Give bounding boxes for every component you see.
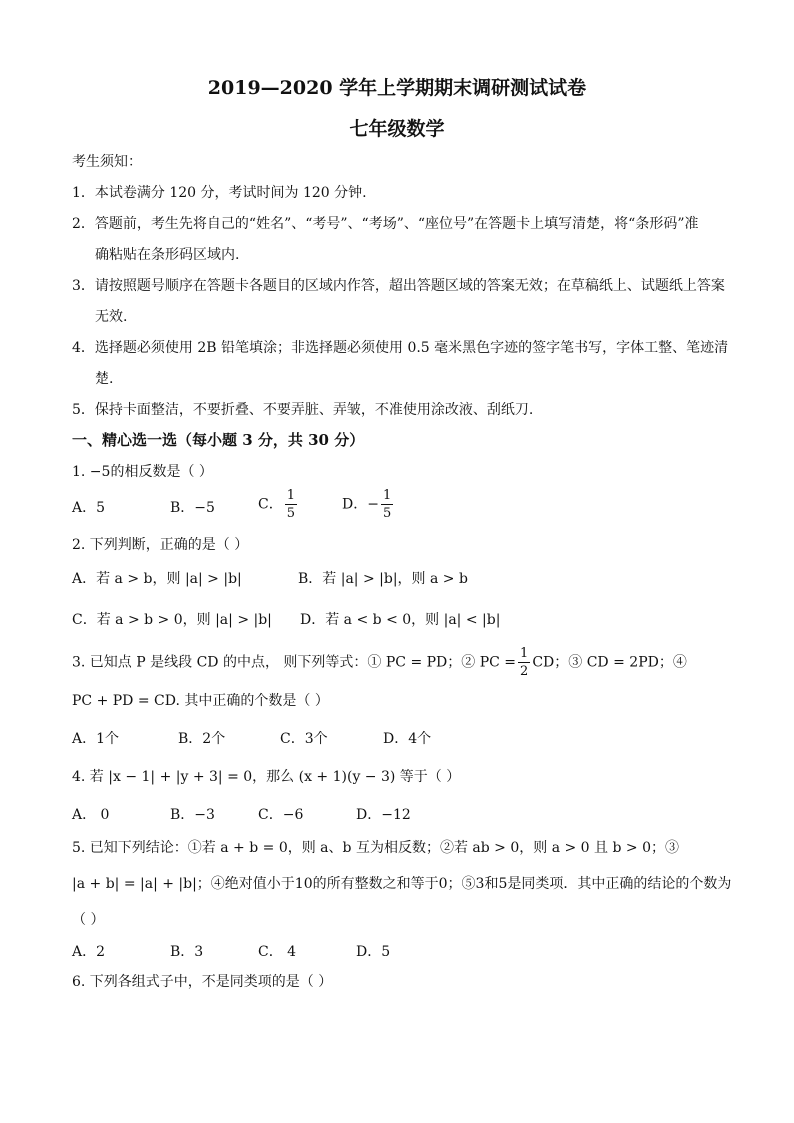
q1-option-a: A．5 — [72, 500, 106, 516]
q1-option-d — [342, 489, 395, 520]
q3-option-d: D．4个 — [383, 731, 432, 747]
q2-option-c: C．若 a > b > 0，则 |a| > |b| — [72, 612, 272, 628]
fraction-denominator: 5 — [382, 506, 392, 521]
q1-option-d-label: D．− — [342, 496, 379, 513]
question-5-stem-line3: （ ） — [72, 912, 105, 928]
question-2-stem: 2. 下列判断，正确的是（ ） — [72, 537, 249, 553]
page-title: 2019—2020 学年上学期期末调研测试试卷 — [207, 77, 587, 99]
notice-heading: 考生须知： — [72, 154, 142, 170]
q3-stem-post: CD；③ CD = 2PD；④ — [532, 654, 687, 671]
q3-option-c: C．3个 — [280, 731, 328, 747]
q5-option-a: A．2 — [72, 944, 106, 960]
q3-stem-pre: 3. 已知点 P 是线段 CD 的中点， 则下列等式：① PC = PD；② PC = — [72, 654, 517, 671]
q1-option-d-fraction — [381, 489, 393, 520]
q5-option-d: D．5 — [356, 944, 391, 960]
notice-item: 无效. — [95, 309, 128, 325]
q5-option-c: C． 4 — [258, 944, 297, 960]
q3-fraction — [518, 647, 530, 678]
q4-option-c: C．−6 — [258, 807, 304, 823]
q1-option-c-fraction — [285, 489, 297, 520]
q1-option-c — [258, 489, 299, 520]
fraction-denominator: 2 — [520, 664, 529, 679]
notice-item: 1．本试卷满分 120 分，考试时间为 120 分钟. — [72, 185, 367, 201]
notice-item: 2．答题前，考生先将自己的“姓名”、“考号”、“考场”、“座位号”在答题卡上填写清楚，将“条形码”准 — [72, 216, 699, 232]
notice-item: 3．请按照题号顺序在答题卡各题目的区域内作答，超出答题区域的答案无效；在草稿纸上、试题纸上答案 — [72, 278, 725, 294]
question-6-stem: 6. 下列各组式子中，不是同类项的是（ ） — [72, 974, 333, 990]
question-3-stem — [72, 647, 687, 678]
notice-item: 4．选择题必须使用 2B 铅笔填涂；非选择题必须使用 0.5 毫米黑色字迹的签字笔书写，字体工整、笔迹清 — [72, 340, 729, 356]
q4-option-b: B．−3 — [170, 807, 215, 823]
notice-item: 5．保持卡面整洁，不要折叠、不要弄脏、弄皱，不准使用涂改液、刮纸刀. — [72, 402, 534, 418]
q5-option-b: B．3 — [170, 944, 204, 960]
question-1-stem: 1. −5的相反数是（ ） — [72, 464, 213, 480]
q1-option-c-label: C． — [258, 496, 283, 513]
notice-item: 确粘贴在条形码区域内. — [95, 247, 240, 263]
q2-option-d: D．若 a < b < 0，则 |a| < |b| — [300, 612, 501, 628]
q2-option-b: B．若 |a| > |b|，则 a > b — [298, 571, 468, 587]
question-3-stem-line2: PC + PD = CD. 其中正确的个数是（ ） — [72, 693, 329, 709]
notice-item: 楚. — [95, 371, 114, 387]
fraction-numerator: 1 — [286, 488, 295, 503]
page-subtitle: 七年级数学 — [349, 118, 445, 140]
question-5-stem: 5. 已知下列结论：①若 a + b = 0，则 a、b 互为相反数；②若 ab > 0，则 a > 0 且 b > 0；③ — [72, 840, 679, 856]
fraction-numerator: 1 — [520, 646, 529, 661]
fraction-denominator: 5 — [286, 506, 295, 521]
q2-option-a: A．若 a > b，则 |a| > |b| — [72, 571, 242, 587]
question-5-stem-line2: |a + b| = |a| + |b|；④绝对值小于10的所有整数之和等于0；⑤3和5是同类项．其中正确的结论的个数为 — [72, 876, 732, 892]
q1-option-b: B．−5 — [170, 500, 215, 516]
q4-option-a: A． 0 — [72, 807, 110, 823]
q3-option-a: A．1个 — [72, 731, 120, 747]
q3-option-b: B．2个 — [178, 731, 226, 747]
q4-option-d: D．−12 — [356, 807, 411, 823]
question-4-stem: 4. 若 |x − 1| + |y + 3| = 0，那么 (x + 1)(y − 3) 等于（ ） — [72, 769, 461, 785]
section-heading: 一、精心选一选（每小题 3 分，共 30 分） — [72, 431, 365, 449]
fraction-numerator: 1 — [382, 488, 392, 503]
